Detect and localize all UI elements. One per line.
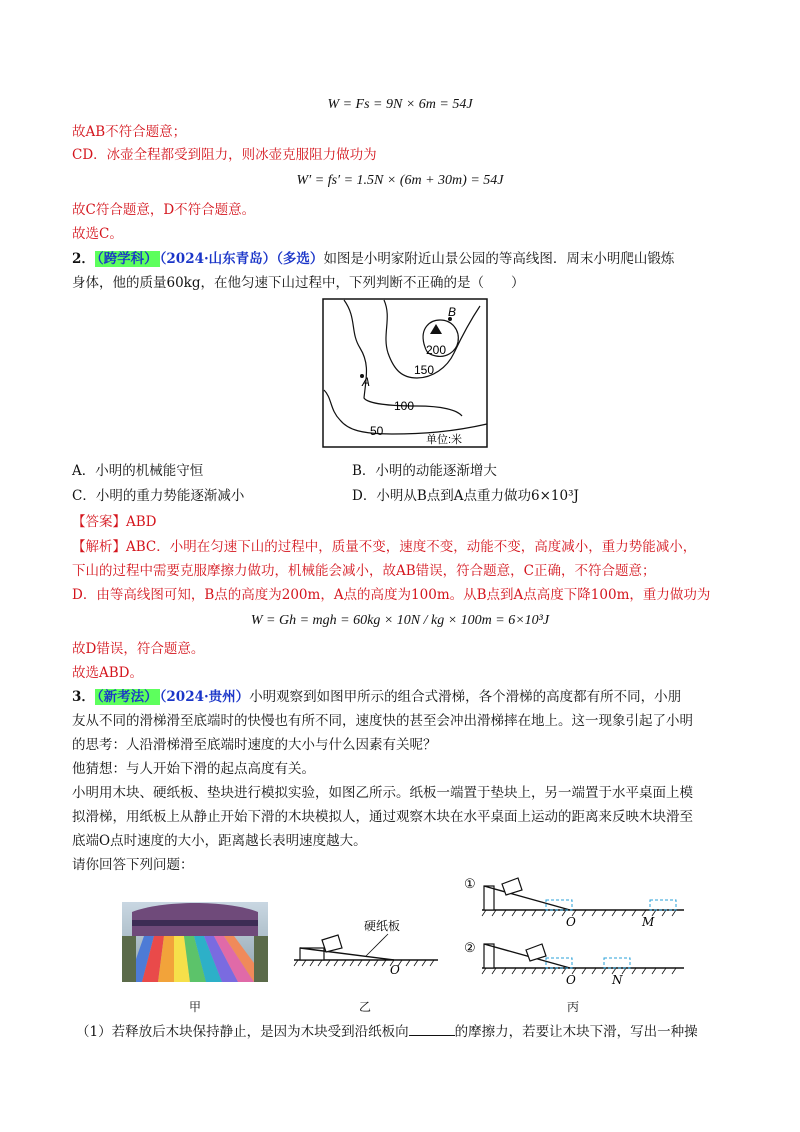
- analysis-line: [72, 538, 696, 557]
- label-200: 200: [426, 343, 447, 357]
- label-m: M: [642, 915, 655, 929]
- answer-line: 【答案】ABD: [72, 514, 157, 530]
- analysis-line: 故选ABD。: [72, 665, 143, 681]
- label-2: ②: [464, 941, 476, 956]
- analysis-label: 【解析】: [72, 539, 126, 555]
- label-a: A: [362, 375, 371, 389]
- solution-line: 故选C。: [72, 226, 123, 242]
- option-a: A．小明的机械能守恒: [72, 463, 204, 479]
- analysis-line: D．由等高线图可知，B点的高度为200m，A点的高度为100m。从B点到A点高度下降100m，重力做功为: [72, 587, 711, 603]
- question-stem: 小明观察到如图甲所示的组合式滑梯，各个滑梯的高度都有所不同，小朋: [249, 689, 682, 705]
- question-stem: 的思考：人沿滑梯滑至底端时速度的大小与什么因素有关呢？: [72, 737, 437, 753]
- equation-friction-work: W′ = fs′ = 1.5N × (6m + 30m) = 54J: [296, 173, 504, 188]
- label-board: 硬纸板: [364, 919, 401, 933]
- caption-jia: 甲: [188, 1000, 201, 1014]
- equation-gravity-work: W = Gh = mgh = 60kg × 10N / kg × 100m = 6×10³J: [250, 613, 550, 628]
- subquestion-text: （1）若释放后木块保持静止，是因为木块受到沿纸板向: [76, 1024, 409, 1040]
- question-stem: 底端O点时速度的大小，距离越长表明速度越大。: [72, 833, 367, 849]
- question-stem: 如图是小明家附近山景公园的等高线图．周末小明爬山锻炼: [323, 251, 675, 267]
- question-stem: 拟滑梯，用纸板上从静止开始下滑的木块模拟人，通过观察木块在水平桌面上运动的距离来反映木块滑至: [72, 809, 693, 825]
- answer-blank[interactable]: [409, 1022, 455, 1036]
- map-border: [323, 299, 487, 447]
- caption-bing: 丙: [566, 1000, 579, 1014]
- question-number: 3．: [72, 689, 95, 705]
- question-stem: 友从不同的滑梯滑至底端时的快慢也有所不同，速度快的甚至会冲出滑梯摔在地上。这一现象引起了小明: [72, 713, 693, 729]
- question-3-header: [72, 688, 681, 707]
- question-stem: 身体，他的质量60kg，在他匀速下山过程中，下列判断不正确的是（ ）: [72, 275, 525, 291]
- subquestion-text: 的摩擦力，若要让木块下滑，写出一种操: [454, 1024, 698, 1040]
- comparison-figure: [462, 868, 688, 992]
- label-o: O: [566, 915, 576, 929]
- tag-badge: （跨学科）: [96, 251, 158, 267]
- contour-map-figure: [322, 298, 488, 448]
- label-100: 100: [394, 399, 415, 413]
- tag-badge: （新考法）: [96, 689, 158, 705]
- label-b: B: [448, 305, 457, 319]
- analysis-line: 下山的过程中需要克服摩擦力做功，机械能会减小，故AB错误，符合题意，C正确，不符合题意；: [72, 563, 656, 579]
- wood-block: [322, 935, 342, 952]
- solution-line: 故C符合题意，D不符合题意。: [72, 202, 256, 218]
- label-50: 50: [370, 424, 384, 438]
- solution-line: 故AB不符合题意；: [72, 124, 187, 140]
- question-number: 2．: [72, 251, 95, 267]
- equation-work: W = Fs = 9N × 6m = 54J: [327, 97, 473, 112]
- unit-label: 单位:米: [426, 434, 463, 446]
- question-stem: 小明用木块、硬纸板、垫块进行模拟实验，如图乙所示。纸板一端置于垫块上，另一端置于水平桌面上模: [72, 785, 693, 801]
- type-label: （多选）: [276, 251, 324, 267]
- source-label: （2024·贵州）: [159, 689, 250, 705]
- label-o: O: [566, 973, 576, 987]
- label-o: O: [390, 963, 400, 977]
- label-1: ①: [464, 877, 476, 892]
- analysis-line: 故D错误，符合题意。: [72, 641, 205, 657]
- solution-line: CD．冰壶全程都受到阻力，则冰壶克服阻力做功为: [72, 147, 377, 163]
- analysis-text: ABC．小明在匀速下山的过程中，质量不变，速度不变，动能不变，高度减小，重力势能减小，: [126, 539, 697, 555]
- question-2-header: [72, 250, 674, 269]
- option-b: B．小明的动能逐渐增大: [352, 463, 497, 479]
- slide-photo: [122, 902, 268, 982]
- option-c: C．小明的重力势能逐渐减小: [72, 488, 245, 504]
- question-stem: 请你回答下列问题：: [72, 857, 194, 873]
- caption-yi: 乙: [358, 1000, 371, 1014]
- incline-setup-figure: [292, 910, 442, 982]
- source-label: （2024·山东青岛）: [159, 251, 277, 267]
- question-stem: 他猜想：与人开始下滑的起点高度有关。: [72, 761, 315, 777]
- label-150: 150: [414, 363, 435, 377]
- label-n: N: [612, 973, 623, 987]
- option-d: D．小明从B点到A点重力做功6×10³J: [352, 488, 579, 504]
- subquestion-1: [76, 1022, 698, 1042]
